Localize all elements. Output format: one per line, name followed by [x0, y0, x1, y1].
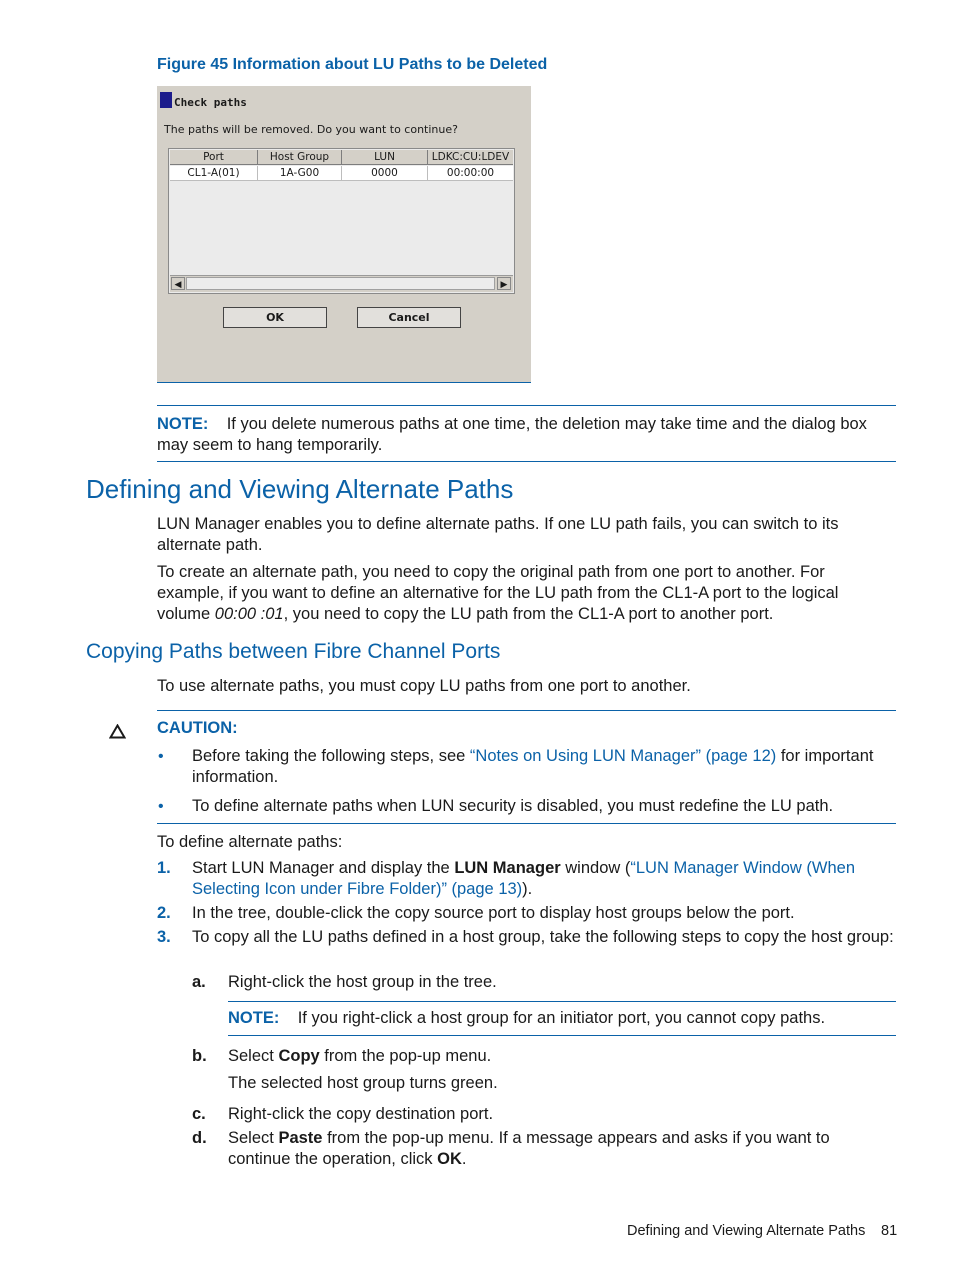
cancel-button[interactable]: Cancel [357, 307, 461, 328]
step-text: window ( [560, 859, 631, 877]
notes-link[interactable]: “Notes on Using LUN Manager” (page 12) [469, 747, 777, 765]
table-cell-ldev[interactable]: 00:00:00 [428, 166, 513, 181]
column-header-ldev[interactable]: LDKC:CU:LDEV [428, 150, 513, 165]
step-text: from the pop-up menu. [319, 1047, 492, 1065]
note-block [157, 414, 896, 456]
footer-title: Defining and Viewing Alternate Paths [627, 1223, 866, 1239]
substep-b-letter: b. [192, 1047, 207, 1065]
substep-c: Right-click the copy destination port. [228, 1105, 494, 1123]
step-text: Select [228, 1047, 279, 1065]
step-text: Start LUN Manager and display the [192, 859, 455, 877]
bullet-icon: • [158, 748, 164, 765]
figure-caption: Figure 45 Information about LU Paths to be Deleted [157, 56, 548, 73]
substep-b-result: The selected host group turns green. [228, 1074, 498, 1092]
paragraph-text: To create an alternate path, you need to copy the original path from one port to another. For example, if you want to define an alternative for the LU path from the CL1-A port to the logical volume [157, 563, 839, 623]
logical-volume-id: 00:00 :01 [214, 605, 284, 623]
ok-button[interactable]: OK [223, 307, 327, 328]
column-header-port[interactable]: Port [170, 150, 258, 165]
step-2-number: 2. [157, 904, 171, 922]
section-paragraph-2 [157, 562, 896, 625]
section-title: Defining and Viewing Alternate Paths [86, 474, 514, 504]
column-header-host-group[interactable]: Host Group [258, 150, 342, 165]
dialog-message: The paths will be removed. Do you want to continue? [164, 123, 458, 136]
table-cell-lun[interactable]: 0000 [342, 166, 428, 181]
steps-intro: To define alternate paths: [157, 833, 343, 851]
note2-block [228, 1008, 896, 1029]
substep-a-letter: a. [192, 973, 206, 991]
caution-bottom-rule [157, 823, 896, 824]
menu-item-copy: Copy [278, 1047, 320, 1065]
step-3: To copy all the LU paths defined in a host group, take the following steps to copy the host group: [192, 928, 894, 946]
caution-item-2: To define alternate paths when LUN security is disabled, you must redefine the LU path. [192, 797, 834, 815]
paragraph-text: , you need to copy the LU path from the CL1-A port to another port. [283, 605, 774, 623]
caution-label: CAUTION: [157, 719, 238, 737]
dialog-title: Check paths [174, 96, 247, 109]
horizontal-scrollbar[interactable] [170, 275, 513, 292]
step-2: In the tree, double-click the copy source port to display host groups below the port. [192, 904, 795, 922]
lun-manager-window-link[interactable]: “LUN Manager Window (When Selecting Icon under Fibre Folder)” (page 13) [192, 859, 856, 898]
note-text: If you delete numerous paths at one time, the deletion may take time and the dialog box may seem to hang temporarily. [157, 415, 867, 454]
step-3-number: 3. [157, 928, 171, 946]
step-text: from the pop-up menu. If a message appears and asks if you want to continue the operation, click [228, 1129, 830, 1168]
step-text: . [461, 1150, 467, 1168]
step-1 [192, 858, 896, 900]
check-paths-dialog [157, 86, 531, 383]
dialog-title-marker [160, 92, 172, 108]
note2-label: NOTE: [228, 1009, 280, 1027]
ok-reference: OK [437, 1150, 462, 1168]
note-top-rule [157, 405, 896, 406]
column-header-lun[interactable]: LUN [342, 150, 428, 165]
scroll-left-icon[interactable]: ◀ [171, 277, 185, 290]
note2-bottom-rule [228, 1035, 896, 1036]
note-label: NOTE: [157, 415, 209, 433]
subsection-intro: To use alternate paths, you must copy LU paths from one port to another. [157, 677, 691, 695]
menu-item-paste: Paste [278, 1129, 323, 1147]
scrollbar-thumb[interactable] [186, 277, 495, 290]
note-bottom-rule [157, 461, 896, 462]
caution-text: for important information. [192, 747, 874, 786]
table-cell-host-group[interactable]: 1A-G00 [258, 166, 342, 181]
scroll-right-icon[interactable]: ▶ [497, 277, 511, 290]
note2-top-rule [228, 1001, 896, 1002]
section-paragraph-1: LUN Manager enables you to define alternate paths. If one LU path fails, you can switch to its alternate path. [157, 515, 839, 554]
substep-c-letter: c. [192, 1105, 206, 1123]
window-name: LUN Manager [454, 859, 561, 877]
page-number: 81 [881, 1223, 898, 1239]
subsection-title: Copying Paths between Fibre Channel Ports [86, 640, 501, 663]
caution-text: Before taking the following steps, see [192, 747, 470, 765]
caution-top-rule [157, 710, 896, 711]
caution-triangle-icon [109, 724, 126, 739]
caution-item-1 [192, 746, 896, 788]
table-cell-port[interactable]: CL1-A(01) [170, 166, 258, 181]
bullet-icon: • [158, 798, 164, 815]
substep-a: Right-click the host group in the tree. [228, 973, 497, 991]
paths-table [168, 148, 515, 294]
note2-text: If you right-click a host group for an initiator port, you cannot copy paths. [297, 1009, 826, 1027]
substep-b [228, 1046, 491, 1067]
substep-d-letter: d. [192, 1129, 207, 1147]
step-text: ). [522, 880, 533, 898]
step-1-number: 1. [157, 859, 171, 877]
substep-d [228, 1128, 896, 1170]
step-text: Select [228, 1129, 279, 1147]
